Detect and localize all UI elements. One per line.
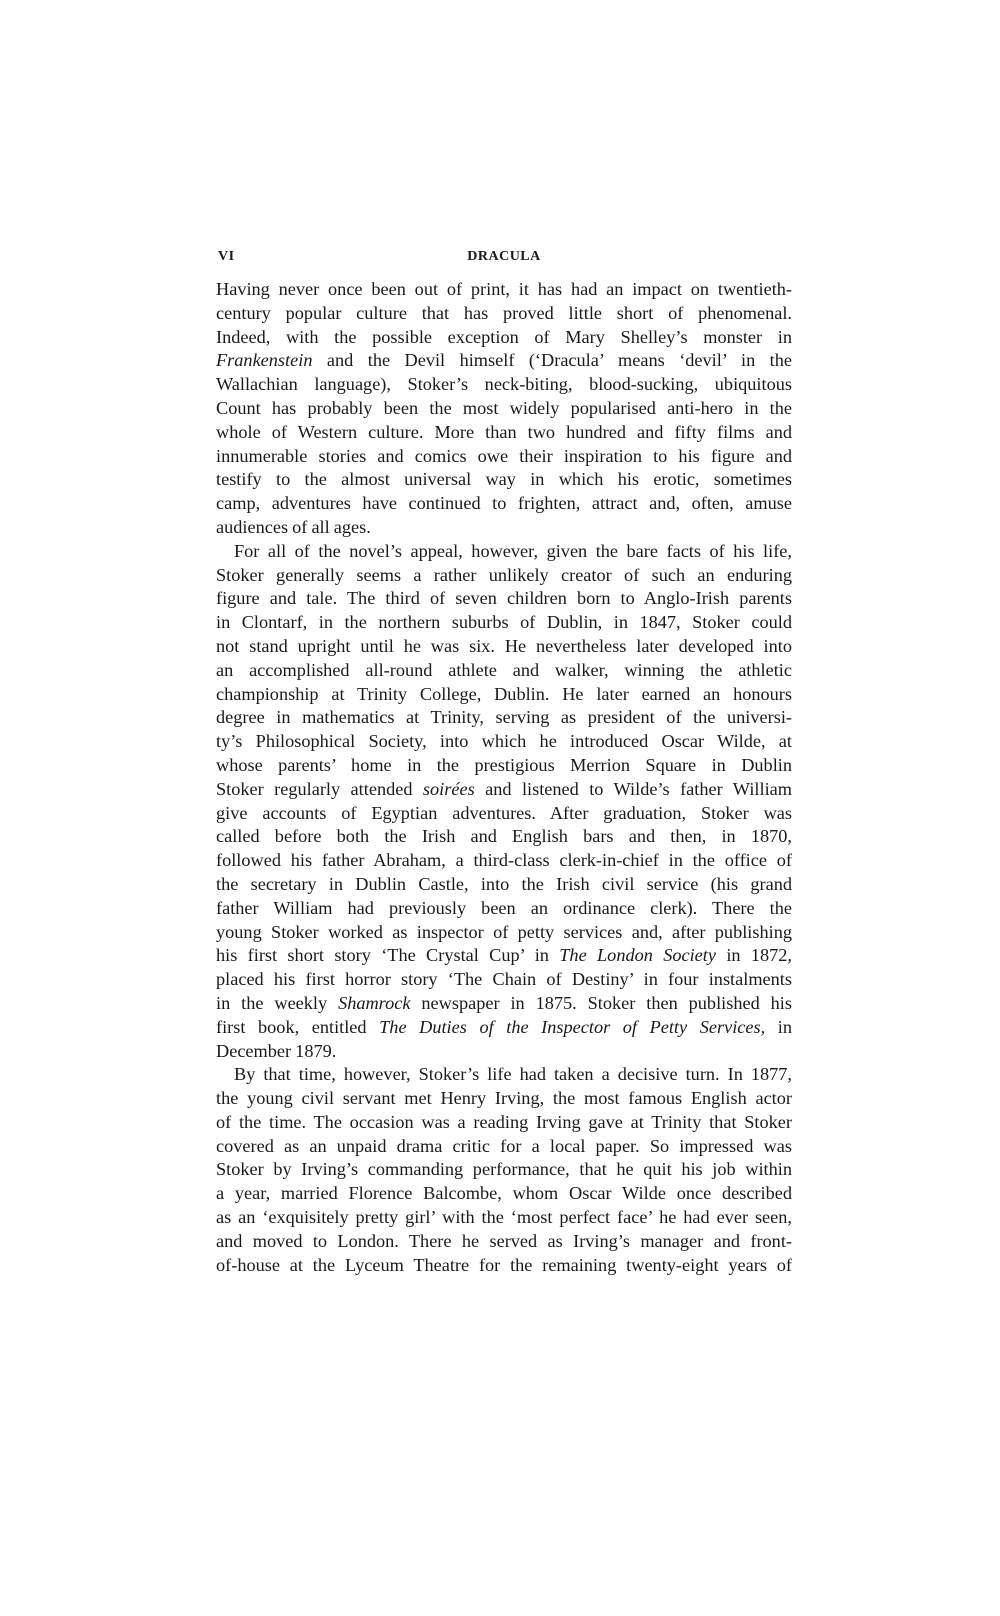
text-segment: placed his first horror story ‘The Chain of Destiny’ in four instalments xyxy=(216,969,792,990)
text-line xyxy=(216,659,792,683)
text-segment: give accounts of Egyptian adventures. After graduation, Stoker was xyxy=(216,802,792,823)
text-line xyxy=(216,587,792,611)
text-line xyxy=(216,873,792,897)
text-segment: By that time, however, Stoker’s life had taken a decisive turn. In 1877, xyxy=(234,1064,792,1085)
text-segment: century popular culture that has proved little short of phenomenal. xyxy=(216,302,792,323)
text-line xyxy=(216,278,792,302)
text-line xyxy=(216,944,792,968)
page-number: VI xyxy=(218,249,235,264)
text-line xyxy=(216,1063,792,1087)
text-line xyxy=(216,421,792,445)
text-segment: newspaper in 1875. Stoker then published his xyxy=(410,992,792,1013)
text-segment: and listened to Wilde’s father William xyxy=(474,778,792,799)
text-line xyxy=(216,968,792,992)
text-segment: in the weekly xyxy=(216,992,339,1013)
text-segment: Wallachian language), Stoker’s neck-biting, blood-sucking, ubiquitous xyxy=(216,374,792,395)
text-line xyxy=(216,754,792,778)
text-line xyxy=(216,778,792,802)
text-line xyxy=(216,921,792,945)
text-segment: in Clontarf, in the northern suburbs of Dublin, in 1847, Stoker could xyxy=(216,612,792,633)
page-header xyxy=(216,249,792,269)
text-line xyxy=(216,825,792,849)
text-segment: ty’s Philosophical Society, into which he introduced Oscar Wilde, at xyxy=(216,731,792,752)
text-line xyxy=(216,302,792,326)
text-line xyxy=(216,1111,792,1135)
text-segment: Stoker by Irving’s commanding performance, that he quit his job within xyxy=(216,1159,792,1180)
text-line xyxy=(216,349,792,373)
text-segment: degree in mathematics at Trinity, serving as president of the universi- xyxy=(216,707,792,728)
text-line xyxy=(216,706,792,730)
text-segment: as an ‘exquisitely pretty girl’ with the ‘most perfect face’ he had ever seen, xyxy=(216,1207,792,1228)
text-segment: figure and tale. The third of seven children born to Anglo-Irish parents xyxy=(216,588,792,609)
text-segment: not stand upright until he was six. He nevertheless later developed into xyxy=(216,635,792,656)
text-line xyxy=(216,1206,792,1230)
text-line xyxy=(216,683,792,707)
text-line xyxy=(216,540,792,564)
text-segment: an accomplished all-round athlete and walker, winning the athletic xyxy=(216,659,792,680)
text-line xyxy=(216,445,792,469)
text-line xyxy=(216,516,792,540)
body-text xyxy=(216,278,792,1277)
italic-title: Frankenstein xyxy=(216,350,313,371)
text-line xyxy=(216,802,792,826)
text-line xyxy=(216,373,792,397)
text-segment: audiences of all ages. xyxy=(216,516,371,537)
text-segment: Stoker generally seems a rather unlikely creator of such an enduring xyxy=(216,564,792,585)
text-line xyxy=(216,564,792,588)
text-segment: the secretary in Dublin Castle, into the Irish civil service (his grand xyxy=(216,873,792,894)
text-line xyxy=(216,897,792,921)
text-segment: and the Devil himself (‘Dracula’ means ‘devil’ in the xyxy=(312,350,792,371)
text-line xyxy=(216,1158,792,1182)
text-segment: Indeed, with the possible exception of Mary Shelley’s monster in xyxy=(216,326,792,347)
text-line xyxy=(216,992,792,1016)
text-line xyxy=(216,468,792,492)
text-line xyxy=(216,1254,792,1278)
italic-title: The London Society xyxy=(559,945,716,966)
text-segment: whole of Western culture. More than two hundred and fifty films and xyxy=(216,421,792,442)
text-segment: innumerable stories and comics owe their inspiration to his figure and xyxy=(216,445,792,466)
text-segment: the young civil servant met Henry Irving, the most famous English actor xyxy=(216,1088,792,1109)
text-segment: called before both the Irish and English bars and then, in 1870, xyxy=(216,826,792,847)
italic-title: Shamrock xyxy=(338,992,411,1013)
text-segment: first book, entitled xyxy=(216,1016,380,1037)
text-segment: December 1879. xyxy=(216,1040,337,1061)
text-line xyxy=(216,326,792,350)
text-line xyxy=(216,1040,792,1064)
text-segment: a year, married Florence Balcombe, whom Oscar Wilde once described xyxy=(216,1183,792,1204)
text-line xyxy=(216,1016,792,1040)
text-line xyxy=(216,1135,792,1159)
text-segment: Count has probably been the most widely popularised anti-hero in the xyxy=(216,397,792,418)
text-segment: his first short story ‘The Crystal Cup’ in xyxy=(216,945,560,966)
text-line xyxy=(216,730,792,754)
running-title: DRACULA xyxy=(467,249,541,264)
text-segment: followed his father Abraham, a third-class clerk-in-chief in the office of xyxy=(216,850,792,871)
text-segment: and moved to London. There he served as Irving’s manager and front- xyxy=(216,1230,792,1251)
text-segment: For all of the novel’s appeal, however, given the bare facts of his life, xyxy=(234,540,792,561)
text-line xyxy=(216,397,792,421)
text-segment: of the time. The occasion was a reading Irving gave at Trinity that Stoker xyxy=(216,1111,792,1132)
italic-title: The Duties of the Inspector of Petty Services, xyxy=(379,1016,766,1037)
text-segment: in xyxy=(765,1016,792,1037)
italic-title: soirées xyxy=(422,778,475,799)
text-line xyxy=(216,1087,792,1111)
text-segment: camp, adventures have continued to frighten, attract and, often, amuse xyxy=(216,493,792,514)
text-segment: covered as an unpaid drama critic for a local paper. So impressed was xyxy=(216,1135,792,1156)
text-segment: in 1872, xyxy=(716,945,793,966)
text-line xyxy=(216,849,792,873)
text-line xyxy=(216,492,792,516)
text-line xyxy=(216,635,792,659)
text-segment: championship at Trinity College, Dublin. He later earned an honours xyxy=(216,683,792,704)
text-segment: testify to the almost universal way in which his erotic, sometimes xyxy=(216,469,792,490)
text-line xyxy=(216,1182,792,1206)
text-segment: young Stoker worked as inspector of petty services and, after publishing xyxy=(216,921,792,942)
text-line xyxy=(216,611,792,635)
text-segment: Having never once been out of print, it has had an impact on twentieth- xyxy=(216,279,792,299)
text-line xyxy=(216,1230,792,1254)
text-segment: of-house at the Lyceum Theatre for the remaining twenty-eight years of xyxy=(216,1254,792,1275)
text-segment: Stoker regularly attended xyxy=(216,778,423,799)
text-segment: father William had previously been an ordinance clerk). There the xyxy=(216,897,792,918)
text-segment: whose parents’ home in the prestigious Merrion Square in Dublin xyxy=(216,754,792,775)
